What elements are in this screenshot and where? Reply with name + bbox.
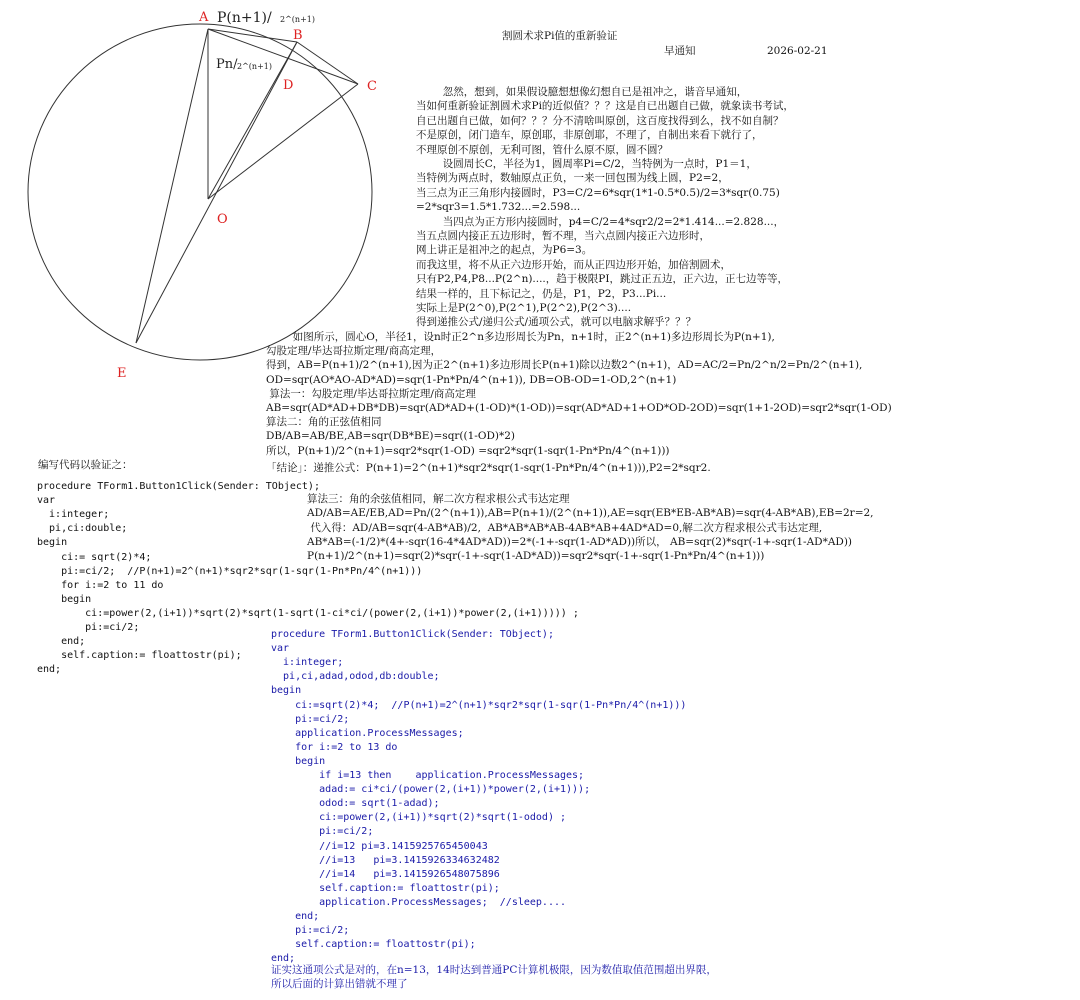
code-line: pi:=ci/2; //P(n+1)=2^(n+1)*sqr2*sqr(1-sqr(1-Pn*Pn/4^(n+1))) — [37, 565, 423, 577]
code-line: //i=14 pi=3.1415926548075896 — [271, 868, 500, 880]
code-line: pi,ci,adad,odod,db:double; — [271, 671, 440, 683]
code-line: i:integer; — [37, 509, 110, 521]
circle-diagram — [0, 0, 420, 385]
derivation-line: 算法一：勾股定理/毕达哥拉斯定理/商高定理 — [266, 387, 476, 400]
derivation-line: DB/AB=AB/BE,AB=sqr(DB*BE)=sqr((1-OD)*2) — [266, 430, 516, 443]
intro-line: 只有P2,P4,P8...P(2^n)....，趋于极限PI，跳过正五边，正六边，正七边等等， — [416, 273, 788, 286]
verify-label: 编写代码以验证之： — [38, 459, 133, 471]
code-line: begin — [271, 685, 302, 697]
code-line: ci:= sqrt(2)*4; — [37, 551, 152, 563]
intro-line: 忽然，想到，如果假设臆想想像幻想自已是祖冲之，谐音早通知， — [416, 86, 748, 98]
code-line: odod:= sqrt(1-adad); — [271, 798, 440, 810]
pn-label: Pn/ — [216, 57, 238, 72]
point-o-label: O — [217, 212, 228, 227]
document-title: 割圆术求Pi值的重新验证 — [502, 30, 618, 42]
code-line: end; — [271, 953, 296, 965]
intro-line: 网上讲正是祖冲之的起点，为P6=3。 — [416, 244, 593, 257]
intro-line: 当三点为正三角形内接圆时，P3=C/2=6*sqr(1*1-0.5*0.5)/2=3*sqr(0.75) — [416, 186, 780, 199]
code-line: pi:=ci/2; — [271, 826, 374, 838]
code-line: for i:=2 to 11 do — [37, 579, 164, 591]
derivation-line: AB=sqr(AD*AD+DB*DB)=sqr(AD*AD+(1-OD)*(1-OD))=sqr(AD*AD+1+OD*OD-2OD)=sqr(1+1-2OD)=sqr2*sqr(1-OD) — [266, 402, 892, 414]
code-line: begin — [37, 537, 68, 549]
derivation-line: 算法二：角的正弦值相同 — [266, 416, 382, 429]
code-line: pi:=ci/2; — [37, 622, 140, 633]
code-line: ci:=sqrt(2)*4; //P(n+1)=2^(n+1)*sqr2*sqr(1-sqr(1-Pn*Pn/4^(n+1))) — [271, 699, 687, 711]
intro-line: =2*sqr3=1.5*1.732...=2.598... — [416, 201, 581, 214]
derivation-line: 勾股定理/毕达哥拉斯定理/商高定理， — [266, 345, 442, 358]
point-d-label: D — [283, 78, 294, 93]
pn-subscript: 2^(n+1) — [237, 62, 272, 71]
intro-line: 而我这里，将不从正六边形开始，而从正四边形开始，加倍割圆术， — [416, 258, 731, 271]
intro-line: 当特例为两点时，数轴原点正负，一来一回包围为线上圆，P2=2， — [416, 172, 729, 185]
code-line: adad:= ci*ci/(power(2,(i+1))*power(2,(i+1))); — [271, 784, 591, 796]
point-e-label: E — [117, 366, 127, 381]
code-line: ci:=power(2,(i+1))*sqrt(2)*sqrt(1-sqrt(1-ci*ci/(power(2,(i+1))*power(2,(i+1))))) ; — [37, 607, 579, 619]
derivation-line: OD=sqr(AO*AO-AD*AD)=sqr(1-Pn*Pn/4^(n+1)), DB=OB-OD=1-OD,2^(n+1) — [266, 373, 677, 386]
code-line: for i:=2 to 13 do — [271, 741, 398, 753]
code-line: //i=13 pi=3.1415926334632482 — [271, 854, 500, 866]
footer-line: 所以后面的计算出错就不理了 — [271, 978, 408, 991]
code-line: application.ProcessMessages; //sleep.... — [271, 896, 567, 908]
code-line: //i=12 pi=3.1415925765450043 — [271, 840, 488, 852]
intro-line: 当四点为正方形内接圆时，p4=C/2=4*sqr2/2=2*1.414...=2.828...， — [416, 215, 785, 228]
code-line: begin — [271, 755, 326, 767]
code-line: pi:=ci/2; — [271, 713, 350, 725]
pn1-subscript: 2^(n+1) — [280, 15, 315, 24]
code-line: end; — [37, 636, 86, 648]
point-c-label: C — [367, 79, 377, 94]
code-line: self.caption:= floattostr(pi); — [37, 650, 242, 662]
code-line: begin — [37, 593, 92, 605]
method-three-line: P(n+1)/2^(n+1)=sqr(2)*sqr(-1+-sqr(1-AD*AD))=sqr2*sqr(-1+-sqr(1-Pn*Pn/4^(n+1))) — [307, 550, 765, 563]
intro-line: 不理原创不原创，无利可图，管什么原不原，圆不圆？ — [416, 143, 668, 156]
method-three-line: AB*AB=(-1/2)*(4+-sqr(16-4*4AD*AD))=2*(-1+-sqr(1-AD*AD))所以， AB=sqr(2)*sqr(-1+-sqr(1-AD*AD)) — [307, 535, 853, 548]
intro-line: 自已出题自已做，如何？？？分不清啥叫原创，这百度找得到么，找不如自制？ — [416, 114, 784, 127]
intro-line: 不是原创，闭门造车，原创耶，非原创耶，不理了，自制出来看下就行了， — [416, 129, 763, 142]
code-line: pi,ci:double; — [37, 523, 128, 535]
document-date: 2026-02-21 — [767, 45, 828, 57]
intro-line: 结果一样的，且下标记之，仍是，P1，P2，P3...Pi... — [416, 287, 667, 300]
code-line: var — [271, 643, 290, 655]
footer-line: 证实这通项公式是对的，在n=13，14时达到普通PC计算机极限，因为数值取值范围超出界限， — [271, 964, 717, 976]
circle-outline — [28, 24, 372, 360]
method-three-line: 算法三：角的余弦值相同，解二次方程求根公式韦达定理 — [307, 493, 570, 505]
code-line: ci:=power(2,(i+1))*sqrt(2)*sqrt(1-odod) ; — [271, 812, 567, 824]
intro-line: 当如何重新验证割圆术求Pi的近似值？？？这是自已出题自已做，就象读书考试， — [416, 100, 794, 113]
author-name: 早通知 — [664, 45, 696, 57]
intro-line: 当五点圆内接正五边形时，暂不理，当六点圆内接正六边形时， — [416, 230, 710, 242]
intro-line: 实际上是P(2^0),P(2^1),P(2^2),P(2^3).... — [416, 302, 632, 314]
derivation-line: 所以，P(n+1)/2^(n+1)=sqr2*sqr(1-OD) =sqr2*sqr(1-sqr(1-Pn*Pn/4^(n+1))) — [266, 444, 670, 457]
code-line: application.ProcessMessages; — [271, 727, 464, 739]
code-line: end; — [37, 664, 62, 676]
conclusion: 「结论」：递推公式：P(n+1)=2^(n+1)*sqr2*sqr(1-sqr(1-Pn*Pn/4^(n+1))),P2=2*sqr2. — [266, 462, 711, 474]
intro-line: 得到递推公式/递归公式/通项公式，就可以电脑求解乎？？？ — [416, 316, 697, 329]
intro-line: 设圆周长C，半径为1，圆周率Pi=C/2，当特例为一点时，P1＝1， — [416, 158, 757, 170]
point-b-label: B — [293, 28, 303, 43]
pn1-label: P(n+1)/ — [217, 10, 272, 26]
code-line: self.caption:= floattostr(pi); — [271, 939, 476, 951]
method-three-line: AD/AB=AE/EB,AD=Pn/(2^(n+1)),AB=P(n+1)/(2^(n+1)),AE=sqr(EB*EB-AB*AB)=sqr(4-AB*AB),EB=2r=2, — [307, 507, 874, 520]
code-line: procedure TForm1.Button1Click(Sender: TObject); — [37, 481, 320, 492]
code-line: procedure TForm1.Button1Click(Sender: TObject); — [271, 629, 554, 640]
derivation-line: 得到，AB=P(n+1)/2^(n+1),因为正2^(n+1)多边形周长P(n+1)除以边数2^(n+1)，AD=AC/2=Pn/2^n/2=Pn/2^(n+1), — [266, 359, 863, 372]
code-line: i:integer; — [271, 657, 344, 669]
code-line: self.caption:= floattostr(pi); — [271, 882, 500, 894]
code-line: end; — [271, 911, 320, 922]
code-line: var — [37, 495, 56, 507]
code-line: if i=13 then application.ProcessMessages; — [271, 770, 585, 781]
method-three-line: 代入得：AD/AB=sqr(4-AB*AB)/2, AB*AB*AB*AB-4AB*AB+4AD*AD=0,解二次方程求根公式韦达定理, — [307, 521, 823, 534]
code-line: pi:=ci/2; — [271, 925, 350, 937]
derivation-line: 如图所示，圆心O，半径1，设n时正2^n多边形周长为Pn，n+1时，正2^(n+1)多边形周长为P(n+1), — [266, 331, 775, 343]
point-a-label: A — [199, 10, 209, 25]
